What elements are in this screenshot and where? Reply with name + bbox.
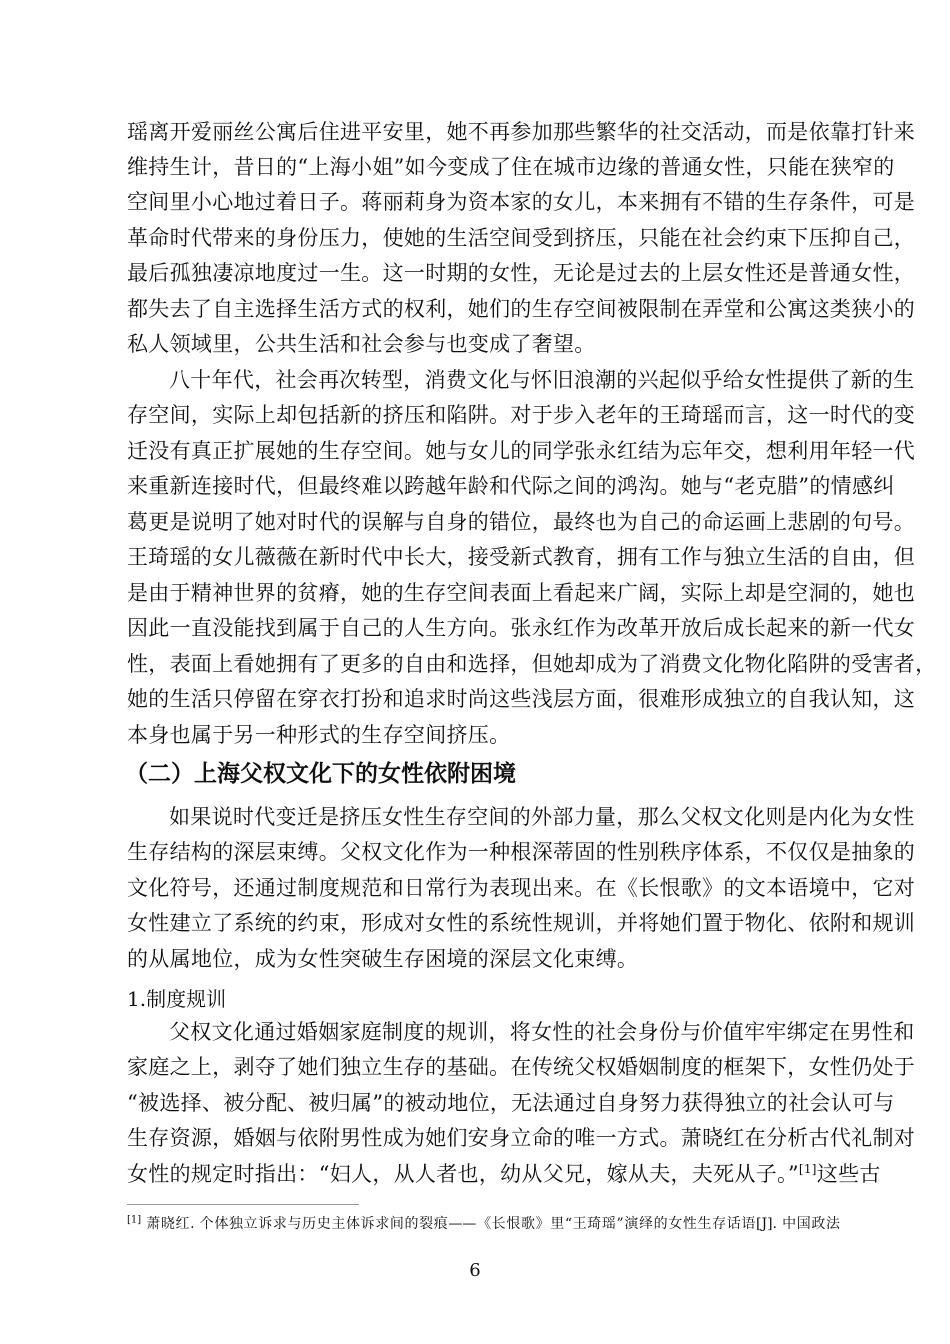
text-line: 瑶离开爱丽丝公寓后住进平安里，她不再参加那些繁华的社交活动，而是依靠打针来 — [127, 120, 916, 144]
text-line: 因此一直没能找到属于自己的人生方向。张永红作为改革开放后成长起来的新一代女 — [127, 616, 916, 640]
text-line: 空间里小心地过着日子。蒋丽莉身为资本家的女儿，本来拥有不错的生存条件，可是 — [127, 190, 916, 214]
text-line: 维持生计，昔日的“上海小姐”如今变成了住在城市边缘的普通女性，只能在狭窄的 — [127, 155, 895, 179]
text-line: 的从属地位，成为女性突破生存困境的深层文化束缚。 — [127, 947, 639, 971]
text-line: 迁没有真正扩展她的生存空间。她与女儿的同学张永红结为忘年交，想利用年轻一代 — [127, 439, 916, 463]
text-line: 生存资源，婚姻与依附男性成为她们安身立命的唯一方式。萧晓红在分析古代礼制对 — [127, 1126, 916, 1150]
footnote-text: 萧晓红. 个体独立诉求与历史主体诉求间的裂痕——《长恨歌》里“王琦瑶”演绎的女性生存话语[J]. 中国政法 — [141, 1216, 840, 1232]
text-line: 是由于精神世界的贫瘠，她的生存空间表面上看起来广阔，实际上却是空洞的，她也 — [127, 581, 916, 605]
text-line: 家庭之上，剥夺了她们独立生存的基础。在传统父权婚姻制度的框架下，女性仍处于 — [127, 1055, 916, 1079]
paragraph-first-line: 如果说时代变迁是挤压女性生存空间的外部力量，那么父权文化则是内化为女性 — [169, 805, 915, 829]
text-line: 来重新连接时代，但最终难以跨越年龄和代际之间的鸿沟。她与“老克腊”的情感纠 — [127, 474, 895, 498]
text-segment: 女性的规定时指出：“妇人，从人者也，幼从父兄，嫁从夫，夫死从子。” — [127, 1162, 799, 1186]
text-line: 都失去了自主选择生活方式的权利，她们的生存空间被限制在弄堂和公寓这类狭小的 — [127, 297, 916, 321]
page-number: 6 — [469, 1260, 481, 1281]
text-line: 性，表面上看她拥有了更多的自由和选择，但她却成为了消费文化物化陷阱的受害者， — [127, 652, 937, 676]
footnote-marker: [1] — [127, 1214, 142, 1226]
text-segment: 这些古 — [816, 1162, 881, 1186]
text-line: 革命时代带来的身份压力，使她的生活空间受到挤压，只能在社会约束下压抑自己， — [127, 226, 916, 250]
text-line: 女性建立了系统的约束，形成对女性的系统性规训，并将她们置于物化、依附和规训 — [127, 911, 916, 935]
footnote-divider — [127, 1204, 359, 1205]
text-line: 葛更是说明了她对时代的误解与自身的错位，最终也为自己的命运画上悲剧的句号。 — [127, 510, 916, 534]
subsection-heading: 1.制度规训 — [127, 987, 227, 1011]
text-line: “被选择、被分配、被归属”的被动地位，无法通过自身努力获得独立的社会认可与 — [127, 1091, 895, 1115]
text-line: 私人领域里，公共生活和社会参与也变成了奢望。 — [127, 332, 596, 356]
paragraph-first-line: 父权文化通过婚姻家庭制度的规训，将女性的社会身份与价值牢牢绑定在男性和 — [169, 1020, 915, 1044]
text-line: 王琦瑶的女儿薇薇在新时代中长大，接受新式教育，拥有工作与独立生活的自由，但 — [127, 545, 916, 569]
section-heading: （二）上海父权文化下的女性依附困境 — [125, 761, 516, 787]
citation-marker[interactable]: [1] — [798, 1162, 817, 1176]
text-line: 存空间，实际上却包括新的挤压和陷阱。对于步入老年的王琦瑶而言，这一时代的变 — [127, 403, 916, 427]
text-line: 生存结构的深层束缚。父权文化作为一种根深蒂固的性别秩序体系，不仅仅是抽象的 — [127, 840, 916, 864]
footnote — [127, 1213, 840, 1233]
text-line-with-citation — [127, 1156, 881, 1192]
text-line: 文化符号，还通过制度规范和日常行为表现出来。在《长恨歌》的文本语境中，它对 — [127, 876, 916, 900]
text-line: 她的生活只停留在穿衣打扮和追求时尚这些浅层方面，很难形成独立的自我认知，这 — [127, 687, 916, 711]
paragraph-first-line: 八十年代，社会再次转型，消费文化与怀旧浪潮的兴起似乎给女性提供了新的生 — [169, 368, 915, 392]
text-line: 本身也属于另一种形式的生存空间挤压。 — [127, 723, 511, 747]
text-line: 最后孤独凄凉地度过一生。这一时期的女性，无论是过去的上层女性还是普通女性， — [127, 261, 916, 285]
